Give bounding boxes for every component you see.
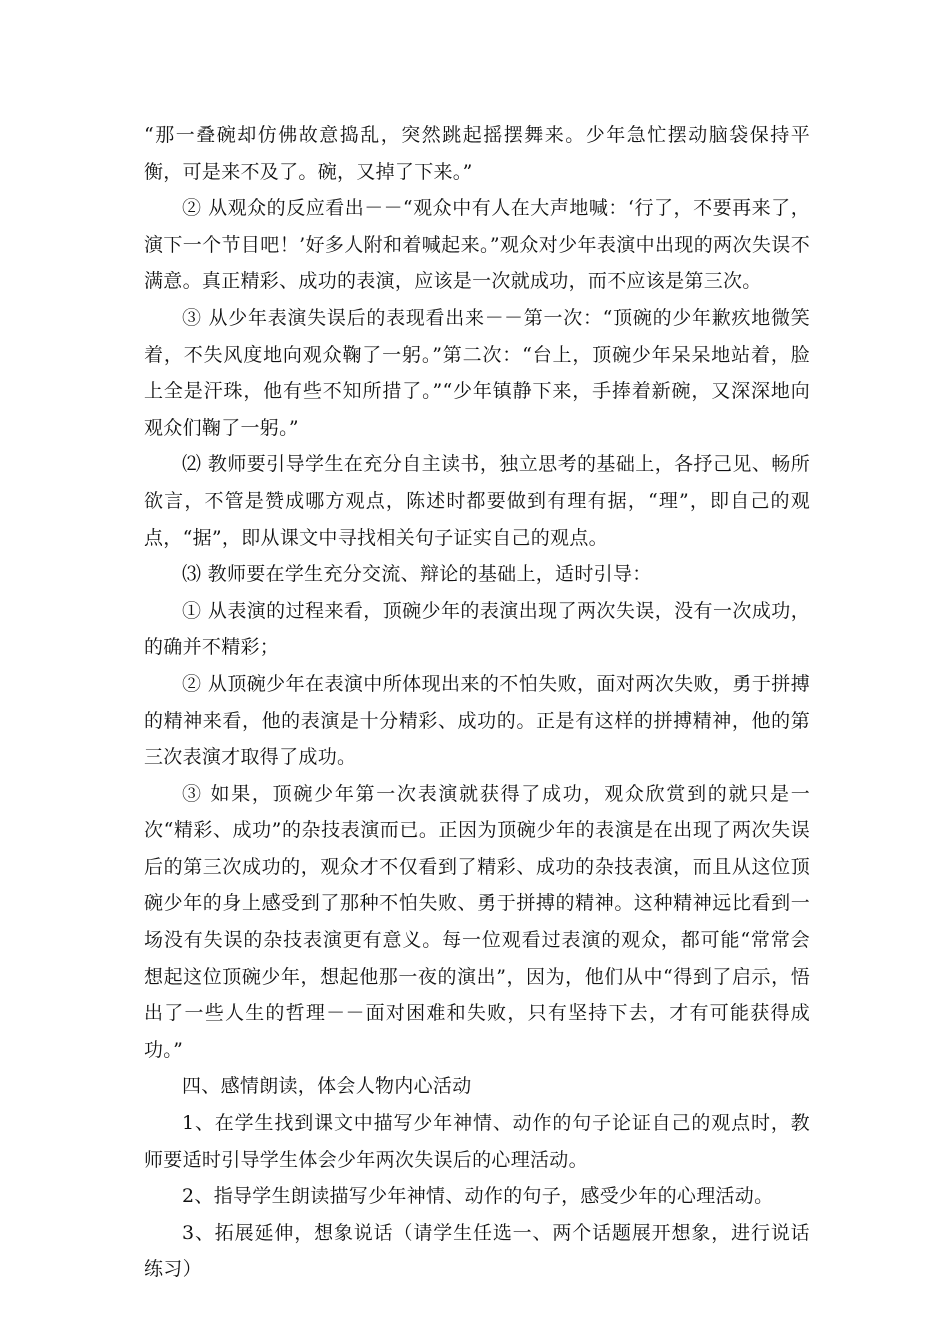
section-heading-four: 四、感情朗读，体会人物内心活动 bbox=[182, 1075, 472, 1098]
paragraph-performer-reaction: ③ 从少年表演失误后的表现看出来－－第一次：“顶碗的少年歉疚地微笑着，不失风度地向观众鞠了一躬。”第二次：“台上，顶碗少年呆呆地站着，脸上全是汗珠，他有些不知所措了。”“少年镇静下来，手捧着新碗，又深深地向观众们鞠了一躬。” bbox=[144, 306, 810, 439]
paragraph-item-two: 2、指导学生朗读描写少年神情、动作的句子，感受少年的心理活动。 bbox=[182, 1185, 774, 1208]
paragraph-point-three: ③ 如果，顶碗少年第一次表演就获得了成功，观众欣赏到的就只是一次“精彩、成功”的杂技表演而已。正因为顶碗少年的表演是在出现了两次失误后的第三次成功的，观众才不仅看到了精彩、成功的杂技表演，而且从这位顶碗少年的身上感受到了那种不怕失败、勇于拼搏的精神。这种精神远比看到一场没有失误的杂技表演更有意义。每一位观看过表演的观众，都可能“常常会想起这位顶碗少年，想起他那一夜的演出”，因为，他们从中“得到了启示，悟出了一些人生的哲理－－面对困难和失败，只有坚持下去，才有可能获得成功。” bbox=[144, 782, 810, 1061]
paragraph-point-one: ① 从表演的过程来看，顶碗少年的表演出现了两次失误，没有一次成功，的确并不精彩； bbox=[144, 599, 810, 659]
paragraph-item-three: 3、拓展延伸，想象说话（请学生任选一、两个话题展开想象，进行说话练习） bbox=[144, 1221, 810, 1281]
paragraph-item-one: 1、在学生找到课文中描写少年神情、动作的句子论证自己的观点时，教师要适时引导学生体会少年两次失误后的心理活动。 bbox=[144, 1112, 810, 1171]
paragraph-teacher-guide-reading: ⑵ 教师要引导学生在充分自主读书，独立思考的基础上，各抒己见、畅所欲言，不管是赞成哪方观点，陈述时都要做到有理有据，“理”，即自己的观点，“据”，即从课文中寻找相关句子证实自己的观点。 bbox=[144, 453, 810, 549]
document-body bbox=[144, 117, 810, 1288]
paragraph-point-two: ② 从顶碗少年在表演中所体现出来的不怕失败，面对两次失败，勇于拼搏的精神来看，他的表演是十分精彩、成功的。正是有这样的拼搏精神，他的第三次表演才取得了成功。 bbox=[144, 672, 810, 769]
paragraph-audience-reaction: ② 从观众的反应看出－－“观众中有人在大声地喊：‘行了，不要再来了，演下一个节目吧！’好多人附和着喊起来。”观众对少年表演中出现的两次失误不满意。真正精彩、成功的表演，应该是一次就成功，而不应该是第三次。 bbox=[144, 197, 810, 293]
paragraph-quote-bowls: “那一叠碗却仿佛故意捣乱，突然跳起摇摆舞来。少年急忙摆动脑袋保持平衡，可是来不及了。碗，又掉了下来。” bbox=[144, 124, 810, 183]
paragraph-teacher-guide-discussion: ⑶ 教师要在学生充分交流、辩论的基础上，适时引导： bbox=[182, 563, 652, 586]
